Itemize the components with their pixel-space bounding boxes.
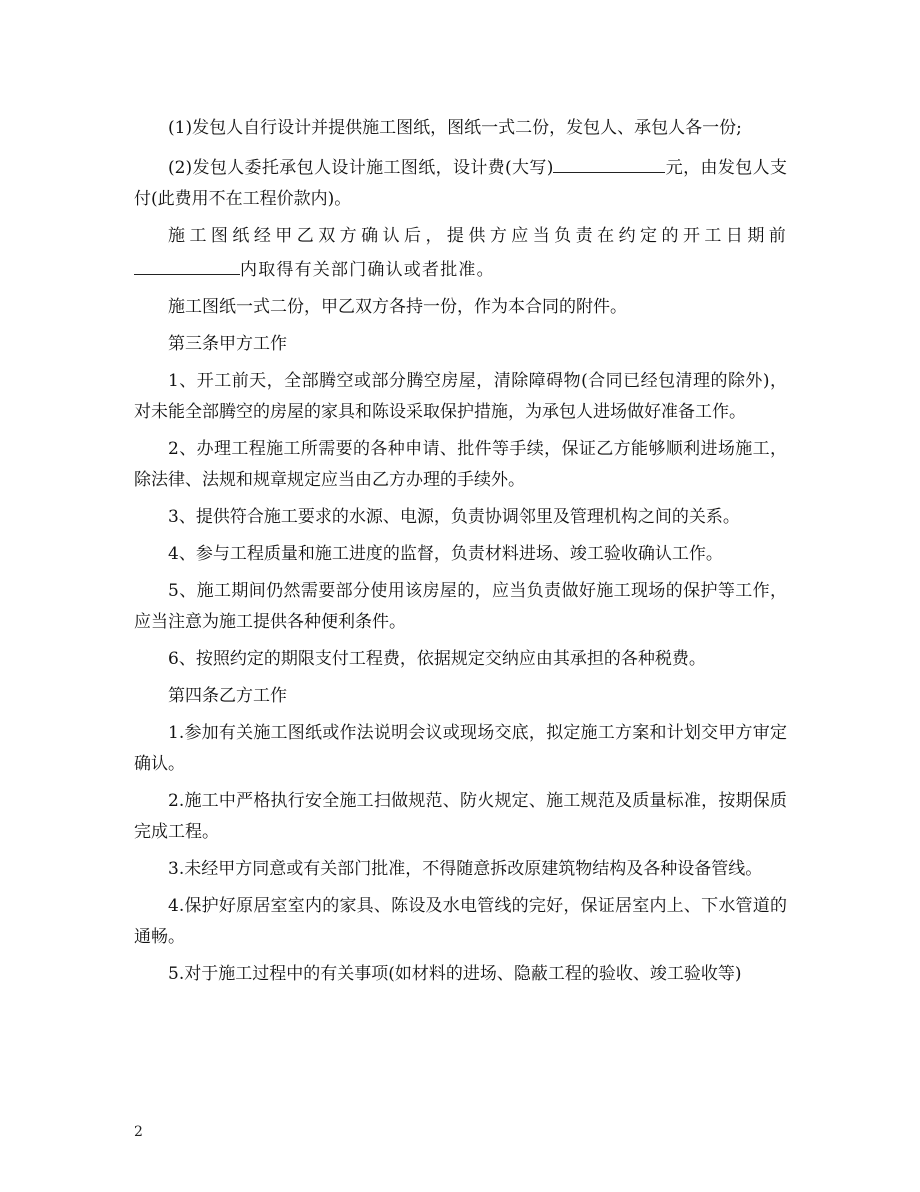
page-number: 2 [134, 1124, 143, 1140]
party-a-item-6: 6、按照约定的期限支付工程费，依据规定交纳应由其承担的各种税费。 [168, 649, 706, 669]
paragraph-drawing-copies: 施工图纸一式二份，甲乙双方各持一份，作为本合同的附件。 [168, 297, 627, 317]
party-a-item-3: 3、提供符合施工要求的水源、电源，负责协调邻里及管理机构之间的关系。 [168, 507, 740, 527]
document-body [134, 113, 787, 996]
party-b-item-3: 3.未经甲方同意或有关部门批准，不得随意拆改原建筑物结构及各种设备管线。 [168, 859, 763, 879]
paragraph-drawing-confirmation [134, 221, 787, 286]
party-a-item-1: 1、开工前天，全部腾空或部分腾空房屋，清除障碍物(合同已经包清理的除外)，对未能全部腾空的房屋的家具和陈设采取保护措施，为承包人进场做好准备工作。 [134, 371, 787, 422]
approval-period-blank [134, 252, 240, 275]
paragraph-drawing-option-2 [134, 150, 787, 215]
paragraph-drawing-confirmation-text-a: 施工图纸经甲乙双方确认后，提供方应当负责在约定的开工日期前 [168, 226, 787, 246]
party-b-item-2: 2.施工中严格执行安全施工扫做规范、防火规定、施工规范及质量标准，按期保质完成工程。 [134, 791, 787, 842]
paragraph-drawing-confirmation-text-b: 内取得有关部门确认或者批准。 [240, 260, 495, 280]
section-heading-party-a: 第三条甲方工作 [168, 334, 287, 354]
party-b-item-1: 1.参加有关施工图纸或作法说明会议或现场交底，拟定施工方案和计划交甲方审定确认。 [134, 723, 787, 774]
paragraph-drawing-option-2-text-a: (2)发包人委托承包人设计施工图纸，设计费(大写) [168, 158, 554, 178]
party-a-item-5: 5、施工期间仍然需要部分使用该房屋的，应当负责做好施工现场的保护等工作，应当注意为施工提供各种便利条件。 [134, 581, 787, 632]
paragraph-drawing-option-1: (1)发包人自行设计并提供施工图纸，图纸一式二份，发包人、承包人各一份; [168, 118, 742, 138]
party-a-item-4: 4、参与工程质量和施工进度的监督，负责材料进场、竣工验收确认工作。 [168, 544, 723, 564]
party-a-item-2: 2、办理工程施工所需要的各种申请、批件等手续，保证乙方能够顺利进场施工，除法律、法规和规章规定应当由乙方办理的手续外。 [134, 439, 787, 490]
party-b-item-5: 5.对于施工过程中的有关事项(如材料的进场、隐蔽工程的验收、竣工验收等) [168, 964, 742, 984]
party-b-item-4: 4.保护好原居室室内的家具、陈设及水电管线的完好，保证居室内上、下水管道的通畅。 [134, 896, 787, 947]
design-fee-blank [553, 150, 665, 173]
paragraph-drawing-option-2-text-b: 元，由发包人支付(此费用不在工程价款内)。 [134, 158, 787, 209]
section-heading-party-b: 第四条乙方工作 [168, 686, 287, 706]
